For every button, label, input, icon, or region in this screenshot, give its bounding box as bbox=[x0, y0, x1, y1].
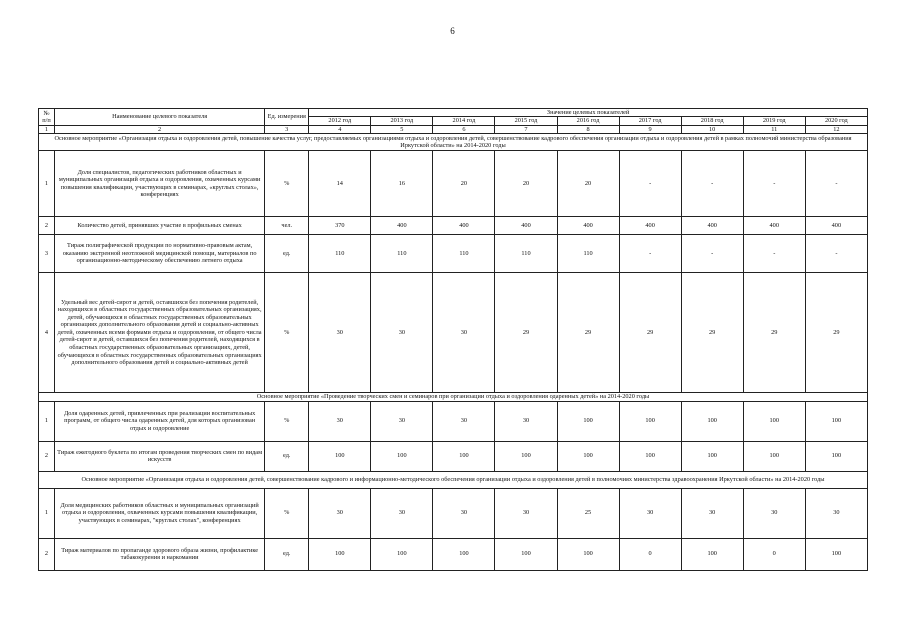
unit-cell: % bbox=[265, 273, 309, 393]
value-cell: - bbox=[681, 151, 743, 217]
value-cell: 30 bbox=[805, 488, 867, 538]
value-cell: 100 bbox=[495, 441, 557, 471]
value-cell: 100 bbox=[805, 401, 867, 441]
header-year: 2019 год bbox=[743, 117, 805, 126]
column-number: 8 bbox=[557, 125, 619, 134]
value-cell: 110 bbox=[495, 235, 557, 273]
value-cell: 100 bbox=[371, 441, 433, 471]
indicator-row bbox=[39, 235, 868, 273]
unit-cell: ед. bbox=[265, 235, 309, 273]
value-cell: 16 bbox=[371, 151, 433, 217]
column-number: 7 bbox=[495, 125, 557, 134]
column-number: 11 bbox=[743, 125, 805, 134]
indicator-row bbox=[39, 488, 868, 538]
value-cell: 30 bbox=[495, 401, 557, 441]
indicator-row bbox=[39, 273, 868, 393]
column-number: 12 bbox=[805, 125, 867, 134]
row-number: 4 bbox=[39, 273, 55, 393]
header-row-top bbox=[39, 109, 868, 117]
header-values-title: Значение целевых показателей bbox=[309, 109, 868, 117]
unit-cell: % bbox=[265, 401, 309, 441]
value-cell: 0 bbox=[743, 538, 805, 570]
value-cell: 400 bbox=[433, 217, 495, 235]
value-cell: 100 bbox=[433, 538, 495, 570]
unit-cell: % bbox=[265, 151, 309, 217]
value-cell: 30 bbox=[743, 488, 805, 538]
value-cell: 29 bbox=[557, 273, 619, 393]
value-cell: 30 bbox=[433, 488, 495, 538]
value-cell: 25 bbox=[557, 488, 619, 538]
value-cell: 20 bbox=[433, 151, 495, 217]
column-numbers-row bbox=[39, 125, 868, 134]
value-cell: 100 bbox=[681, 401, 743, 441]
row-number: 1 bbox=[39, 401, 55, 441]
value-cell: 30 bbox=[309, 488, 371, 538]
value-cell: 0 bbox=[619, 538, 681, 570]
indicator-name: Доля одаренных детей, привлеченных при реализации воспитательных программ, от общего числа одаренных детей, для которых организован отдых и оздоровление bbox=[55, 401, 265, 441]
row-number: 1 bbox=[39, 151, 55, 217]
value-cell: 400 bbox=[805, 217, 867, 235]
indicator-name: Доля специалистов, педагогических работников областных и муниципальных организаций отдыха и оздоровления, охваченных курсами повышения квалификации, участвующих в семинарах, «круглых столах», конференциях bbox=[55, 151, 265, 217]
value-cell: 100 bbox=[619, 441, 681, 471]
unit-cell: чел. bbox=[265, 217, 309, 235]
value-cell: 110 bbox=[309, 235, 371, 273]
section-row bbox=[39, 393, 868, 402]
section-title: Основное мероприятие «Организация отдыха и оздоровления детей, повышение качества услуг, предоставляемых организациями отдыха и оздоровления детей, совершенствование кадрового обеспечения организации отдыха и оздоровления детей в рамках полномочий министерства образования Иркутской области» на 2014-2020 годы bbox=[39, 134, 868, 151]
value-cell: 400 bbox=[619, 217, 681, 235]
header-year: 2013 год bbox=[371, 117, 433, 126]
value-cell: 100 bbox=[743, 401, 805, 441]
section-row bbox=[39, 471, 868, 488]
section-title: Основное мероприятие «Организация отдыха и оздоровления детей, совершенствование кадрового и информационно-методического обеспечения организации отдыха и оздоровления детей в полномочиях министерства здравоохранения Иркутской области» на 2014-2020 годы bbox=[39, 471, 868, 488]
value-cell: 30 bbox=[433, 401, 495, 441]
indicator-row bbox=[39, 217, 868, 235]
indicator-name: Количество детей, принявших участие в профильных сменах bbox=[55, 217, 265, 235]
indicator-name: Тираж материалов по пропаганде здорового образа жизни, профилактике табакокурения и наркомании bbox=[55, 538, 265, 570]
value-cell: 100 bbox=[495, 538, 557, 570]
unit-cell: ед. bbox=[265, 441, 309, 471]
value-cell: 29 bbox=[619, 273, 681, 393]
value-cell: 30 bbox=[495, 488, 557, 538]
value-cell: 110 bbox=[557, 235, 619, 273]
value-cell: 100 bbox=[805, 538, 867, 570]
header-year: 2012 год bbox=[309, 117, 371, 126]
value-cell: 400 bbox=[681, 217, 743, 235]
header-year: 2014 год bbox=[433, 117, 495, 126]
value-cell: - bbox=[619, 151, 681, 217]
row-number: 2 bbox=[39, 217, 55, 235]
column-number: 3 bbox=[265, 125, 309, 134]
value-cell: 370 bbox=[309, 217, 371, 235]
section-row bbox=[39, 134, 868, 151]
header-name: Наименование целевого показателя bbox=[55, 109, 265, 126]
value-cell: 100 bbox=[371, 538, 433, 570]
value-cell: 29 bbox=[495, 273, 557, 393]
value-cell: - bbox=[743, 151, 805, 217]
value-cell: 100 bbox=[433, 441, 495, 471]
column-number: 4 bbox=[309, 125, 371, 134]
value-cell: 100 bbox=[681, 441, 743, 471]
target-indicators-table bbox=[38, 108, 868, 571]
indicator-name: Тираж ежегодного буклета по итогам проведения творческих смен по видам искусств bbox=[55, 441, 265, 471]
value-cell: 30 bbox=[619, 488, 681, 538]
value-cell: 100 bbox=[309, 441, 371, 471]
section-title: Основное мероприятие «Проведение творческих смен и семинаров при организации отдыха и оздоровления одаренных детей» на 2014-2020 годы bbox=[39, 393, 868, 402]
value-cell: 30 bbox=[433, 273, 495, 393]
value-cell: 110 bbox=[433, 235, 495, 273]
header-year: 2016 год bbox=[557, 117, 619, 126]
value-cell: 100 bbox=[557, 538, 619, 570]
value-cell: 20 bbox=[495, 151, 557, 217]
value-cell: - bbox=[805, 235, 867, 273]
column-number: 1 bbox=[39, 125, 55, 134]
value-cell: - bbox=[805, 151, 867, 217]
value-cell: 30 bbox=[681, 488, 743, 538]
value-cell: 30 bbox=[371, 273, 433, 393]
value-cell: 100 bbox=[557, 441, 619, 471]
indicator-name: Доля медицинских работников областных и муниципальных организаций отдыха и оздоровления, охваченных курсами повышения квалификации, участвующих в семинарах, "круглых столах", конференциях bbox=[55, 488, 265, 538]
row-number: 2 bbox=[39, 441, 55, 471]
unit-cell: ед. bbox=[265, 538, 309, 570]
value-cell: 29 bbox=[743, 273, 805, 393]
value-cell: 100 bbox=[557, 401, 619, 441]
header-num: № п/п bbox=[39, 109, 55, 126]
indicator-row bbox=[39, 538, 868, 570]
indicator-row bbox=[39, 151, 868, 217]
value-cell: 14 bbox=[309, 151, 371, 217]
value-cell: 29 bbox=[681, 273, 743, 393]
indicator-row bbox=[39, 401, 868, 441]
value-cell: 30 bbox=[371, 401, 433, 441]
unit-cell: % bbox=[265, 488, 309, 538]
value-cell: 100 bbox=[681, 538, 743, 570]
value-cell: - bbox=[619, 235, 681, 273]
header-year: 2015 год bbox=[495, 117, 557, 126]
value-cell: 400 bbox=[557, 217, 619, 235]
column-number: 2 bbox=[55, 125, 265, 134]
value-cell: 110 bbox=[371, 235, 433, 273]
row-number: 1 bbox=[39, 488, 55, 538]
header-unit: Ед. измерения bbox=[265, 109, 309, 126]
value-cell: 29 bbox=[805, 273, 867, 393]
value-cell: 400 bbox=[743, 217, 805, 235]
header-year: 2017 год bbox=[619, 117, 681, 126]
value-cell: 20 bbox=[557, 151, 619, 217]
header-year: 2020 год bbox=[805, 117, 867, 126]
value-cell: 30 bbox=[309, 273, 371, 393]
value-cell: 400 bbox=[371, 217, 433, 235]
header-year: 2018 год bbox=[681, 117, 743, 126]
indicator-row bbox=[39, 441, 868, 471]
column-number: 6 bbox=[433, 125, 495, 134]
value-cell: - bbox=[743, 235, 805, 273]
indicator-name: Удельный вес детей-сирот и детей, оставшихся без попечения родителей, находящихся в областных государственных образовательных организациях, детей, обучающихся в областных государственных образовательных организациях дополнительного образования детей и социально-активных детей, охваченных всеми формами отдыха и оздоровления, от общего числа детей-сирот и детей, оставшихся без попечения родителей, находящихся в областных государственных образовательных организациях, детей, обучающихся в областных государственных образовательных организациях дополнительного образования детей и социально-активных детей bbox=[55, 273, 265, 393]
column-number: 10 bbox=[681, 125, 743, 134]
column-number: 5 bbox=[371, 125, 433, 134]
value-cell: 400 bbox=[495, 217, 557, 235]
row-number: 3 bbox=[39, 235, 55, 273]
value-cell: 100 bbox=[309, 538, 371, 570]
page-number: 6 bbox=[450, 26, 455, 36]
indicator-name: Тираж полиграфической продукции по нормативно-правовым актам, оказанию экстренной неотложной медицинской помощи, материалов по организационно-методическому обеспечению летнего отдыха bbox=[55, 235, 265, 273]
value-cell: 100 bbox=[805, 441, 867, 471]
value-cell: 30 bbox=[309, 401, 371, 441]
value-cell: 100 bbox=[619, 401, 681, 441]
value-cell: 30 bbox=[371, 488, 433, 538]
value-cell: 100 bbox=[743, 441, 805, 471]
value-cell: - bbox=[681, 235, 743, 273]
column-number: 9 bbox=[619, 125, 681, 134]
row-number: 2 bbox=[39, 538, 55, 570]
